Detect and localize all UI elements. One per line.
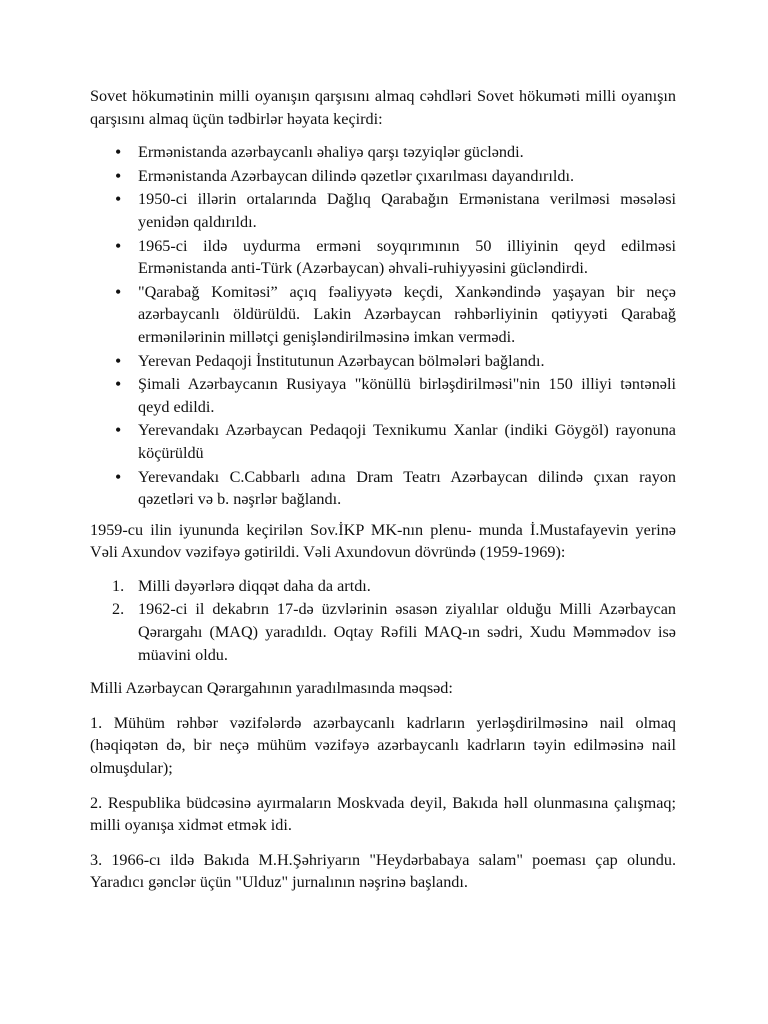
bullet-list bbox=[90, 141, 676, 511]
item-number: 1. bbox=[112, 576, 125, 595]
bullet-item: • Ermənistanda azərbaycanlı əhaliyə qarşı təzyiqlər gücləndi. bbox=[90, 141, 676, 164]
bullet-item: • Yerevan Pedaqoji İnstitutunun Azərbaycan bölmələri bağlandı. bbox=[90, 350, 676, 373]
bullet-item: • 1965-ci ildə uydurma erməni soyqırımının 50 illiyinin qeyd edilməsi Ermənistanda anti-Türk (Azərbaycan) əhvali-ruhiyyəsini gücləndirdi. bbox=[90, 235, 676, 280]
numbered-item bbox=[90, 598, 676, 666]
item-text: Milli dəyərlərə diqqət daha da artdı. bbox=[138, 576, 371, 595]
goal-paragraph: 2. Respublika büdcəsinə ayırmaların Moskvada deyil, Bakıda həll olunmasına çalışmaq; milli oyanışa xidmət etmək idi. bbox=[90, 793, 676, 835]
item-number: 2. bbox=[112, 600, 125, 619]
bullet-item: • "Qarabağ Komitəsi” açıq fəaliyyətə keçdi, Xankəndində yaşayan bir neçə azərbaycanlı öldürüldü. Lakin Azərbaycan rəhbərliyinin qətiyyəti Qarabağ ermənilərinin millətçi genişləndirilməsinə imkan vermədi. bbox=[90, 281, 676, 349]
bullet-item: • Yerevandakı Azərbaycan Pedaqoji Texnikumu Xanlar (indiki Göygöl) rayonuna köçürüldü bbox=[90, 419, 676, 464]
intro-paragraph: Sovet hökumətinin milli oyanışın qarşısını almaq cəhdləri Sovet hökuməti milli oyanışın qarşısını almaq üçün tədbirlər həyata keçirdi: bbox=[90, 87, 676, 128]
bullet-item: • 1950-ci illərin ortalarında Dağlıq Qarabağın Ermənistana verilməsi məsələsi yenidən qaldırıldı. bbox=[90, 188, 676, 233]
numbered-item bbox=[90, 575, 676, 598]
item-text: 1962-ci il dekabrın 17-də üzvlərinin əsasən ziyalılar olduğu Milli Azərbaycan Qərargahı (MAQ) yaradıldı. Oqtay Rəfili MAQ-ın sədri, Xudu Məmmədov isə müavini oldu. bbox=[138, 600, 676, 664]
axundov-paragraph: 1959-cu ilin iyununda keçirilən Sov.İKP MK-nın plenu- munda İ.Mustafayevin yerinə Vəli Axundov vəzifəyə gətirildi. Vəli Axundovun dövründə (1959-1969): bbox=[90, 520, 676, 562]
numbered-list bbox=[90, 575, 676, 666]
bullet-item: • Yerevandakı C.Cabbarlı adına Dram Teatrı Azərbaycan dilində çıxan rayon qəzetləri və b. nəşrlər bağlandı. bbox=[90, 466, 676, 511]
goal-paragraph: 1. Mühüm rəhbər vəzifələrdə azərbaycanlı kadrların yerləşdirilməsinə nail olmaq (həqiqətən də, bir neçə mühüm vəzifəyə azərbaycanlı kadrların təyin edilməsinə nail olmuşdular); bbox=[90, 713, 676, 778]
document-page bbox=[90, 85, 676, 906]
goal-paragraph: 3. 1966-cı ildə Bakıda M.H.Şəhriyarın "Heydərbabaya salam" poeması çap olundu. Yaradıcı gənclər üçün "Ulduz" jurnalının nəşrinə başlandı. bbox=[90, 850, 676, 892]
bullet-item: • Ermənistanda Azərbaycan dilində qəzetlər çıxarılması dayandırıldı. bbox=[90, 165, 676, 188]
bullet-item: • Şimali Azərbaycanın Rusiyaya "könüllü birləşdirilməsi"nin 150 illiyi təntənəli qeyd edildi. bbox=[90, 373, 676, 418]
maq-goal-heading: Milli Azərbaycan Qərargahının yaradılmasında məqsəd: bbox=[90, 679, 453, 698]
